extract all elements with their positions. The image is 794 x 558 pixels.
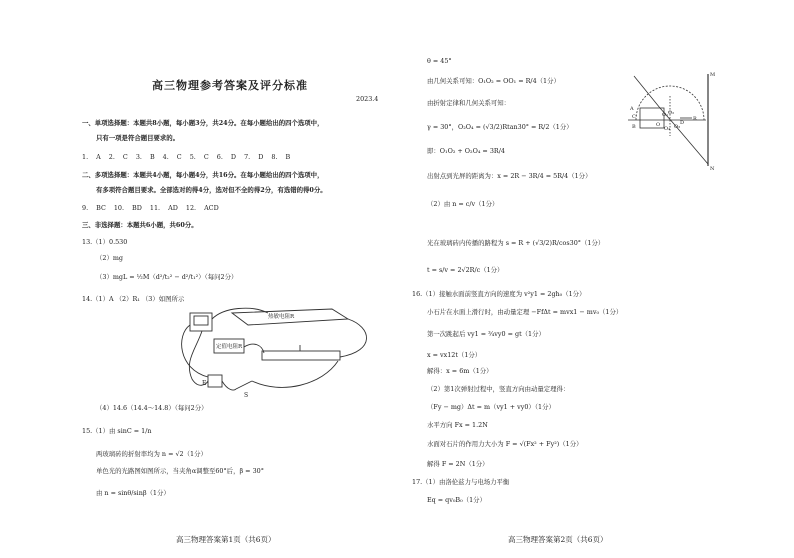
wire-3 — [340, 319, 367, 357]
p2-sum: 即：O₁O₂ + O₂O₄ = 3R/4 — [427, 147, 505, 155]
q13-part3: （3）mgL = ½M（d²/t₂² − d²/t₁²）（每问2分） — [96, 273, 238, 281]
wire-2 — [212, 308, 268, 319]
q16-part2: （2）第1次弹射过程中，竖直方向由动量定理得： — [427, 385, 570, 393]
q16-x-result: 解得：x = 6m（1分） — [427, 367, 493, 375]
p2-speed: （2）由 n = c/v（1分） — [427, 200, 499, 208]
q15-snell: 由 n = sinθ/sinβ（1分） — [96, 489, 170, 497]
section2-heading: 二、多项选择题：本题共4小题，每小题4分，共16分。在每小题给出的四个选项中， — [82, 171, 324, 179]
q16-horizontal-force: 水平方向 Fx = 1.2N — [427, 421, 488, 429]
label-m: M — [710, 72, 716, 78]
switch-lever — [236, 381, 252, 389]
label-o2: O₂ — [668, 110, 675, 116]
q17-balance: Eq = qv₀B₀（1分） — [427, 496, 486, 504]
meter-window — [194, 316, 208, 325]
label-o: O — [656, 122, 661, 128]
q16-momentum: 小石片在水面上滑行时，由动量定理 −FfΔt = mvx1 − mv₀（1分） — [427, 308, 623, 316]
q15-refractive-index: 两玻璃砖的折射率均为 n = √2（1分） — [96, 450, 207, 458]
p2-geometry: 由几何关系可知：O₁O₂ = OO₁ = R/4（1分） — [427, 77, 560, 85]
q14-part4: （4）14.6（14.4～14.8）（每问2分） — [96, 404, 208, 412]
switch-label: S — [244, 392, 249, 399]
rheostat — [262, 351, 340, 360]
wire-1 — [189, 331, 208, 385]
label-b: B — [632, 124, 636, 130]
document-date: 2023.4 — [356, 95, 379, 103]
q16-part1: 16.（1）接触水面前竖直方向的速度为 v²y1 = 2gh₀（1分） — [412, 290, 586, 298]
q15-light-path: 单色光的光路图如图所示，当夹角α调整至60°后，β = 30° — [96, 467, 264, 475]
page-title: 高三物理参考答案及评分标准 — [152, 79, 308, 92]
label-n: N — [710, 166, 715, 172]
p2-refraction-law: 由折射定律和几何关系可知： — [427, 99, 511, 107]
glass-block — [640, 108, 664, 128]
q13-part1: 13.（1）0.530 — [82, 238, 128, 246]
p2-distance: 出射点到光屏的距离为：x = 2R − 3R/4 = 5R/4（1分） — [427, 172, 592, 180]
thermistor-label: 热敏电阻R — [268, 314, 295, 320]
section2-answers: 9. BC 10. BD 11. AD 12. ACD — [82, 204, 219, 212]
section1-heading: 一、单项选择题：本题共8小题，每小题3分，共24分。在每小题给出的四个选项中， — [82, 119, 324, 127]
section1-heading-cont: 只有一项是符合题目要求的。 — [96, 134, 180, 142]
label-o3: O₃ — [674, 124, 681, 130]
fixed-resistor-label: 定值电阻R — [216, 344, 243, 350]
label-o1: O₁ — [662, 112, 669, 118]
label-a: A — [630, 106, 634, 112]
exit-ray — [674, 124, 708, 164]
battery — [208, 375, 222, 387]
wire-4 — [244, 344, 264, 353]
q16-x-formula: x = vx12t（1分） — [427, 351, 482, 359]
q17-part1: 17.（1）由洛伦兹力与电场力平衡 — [412, 478, 510, 486]
section1-answers: 1. A 2. C 3. B 4. C 5. C 6. D 7. D 8. B — [82, 153, 291, 161]
section2-heading-cont: 有多项符合题目要求。全部选对的得4分，选对但不全的得2分，有选错的得0分。 — [96, 186, 327, 194]
page1-footer: 高三物理答案第1页（共6页） — [176, 535, 276, 544]
q16-first-jump: 第一次跳起后 vy1 = ¾vy0 = gt（1分） — [427, 330, 545, 338]
q16-resultant-force: 水面对石片的作用力大小为 F = √(Fx² + Fy²)（1分） — [427, 440, 583, 448]
wire-5 — [222, 381, 236, 390]
q16-vertical-momentum: （Fy − mg）Δt = m（vy1 + vy0）（1分） — [427, 403, 555, 411]
label-c: C — [632, 114, 636, 120]
section3-heading: 三、非选择题：本题共6小题，共60分。 — [82, 221, 198, 229]
p2-gamma: γ = 30°，O₂O₄ = (√3/2)Rtan30° = R/2（1分） — [427, 123, 573, 131]
incident-ray — [634, 76, 660, 108]
q16-force-result: 解得 F = 2N（1分） — [427, 460, 489, 468]
q15-part1: 15.（1）由 sinC = 1/n — [82, 427, 152, 435]
p2-time: t = s/v = 2√2R/c（1分） — [427, 266, 504, 274]
optics-figure — [618, 66, 718, 172]
page2-footer: 高三物理答案第2页（共6页） — [508, 535, 608, 544]
battery-label: E — [202, 380, 207, 387]
q14-parts: 14.（1）A （2）R₁ （3）如图所示 — [82, 295, 185, 303]
wire-7 — [182, 325, 208, 377]
label-d: D — [680, 120, 685, 126]
label-r: R — [693, 116, 697, 122]
p2-theta: θ = 45° — [427, 57, 452, 65]
circuit-figure — [172, 305, 387, 400]
label-o4: O₄ — [664, 126, 671, 132]
wire-6 — [252, 361, 338, 387]
p2-path-length: 光在玻璃砖内传播的路程为 s = R + (√3/2)R/cos30°（1分） — [427, 239, 605, 247]
q13-part2: （2）mg — [96, 254, 123, 262]
